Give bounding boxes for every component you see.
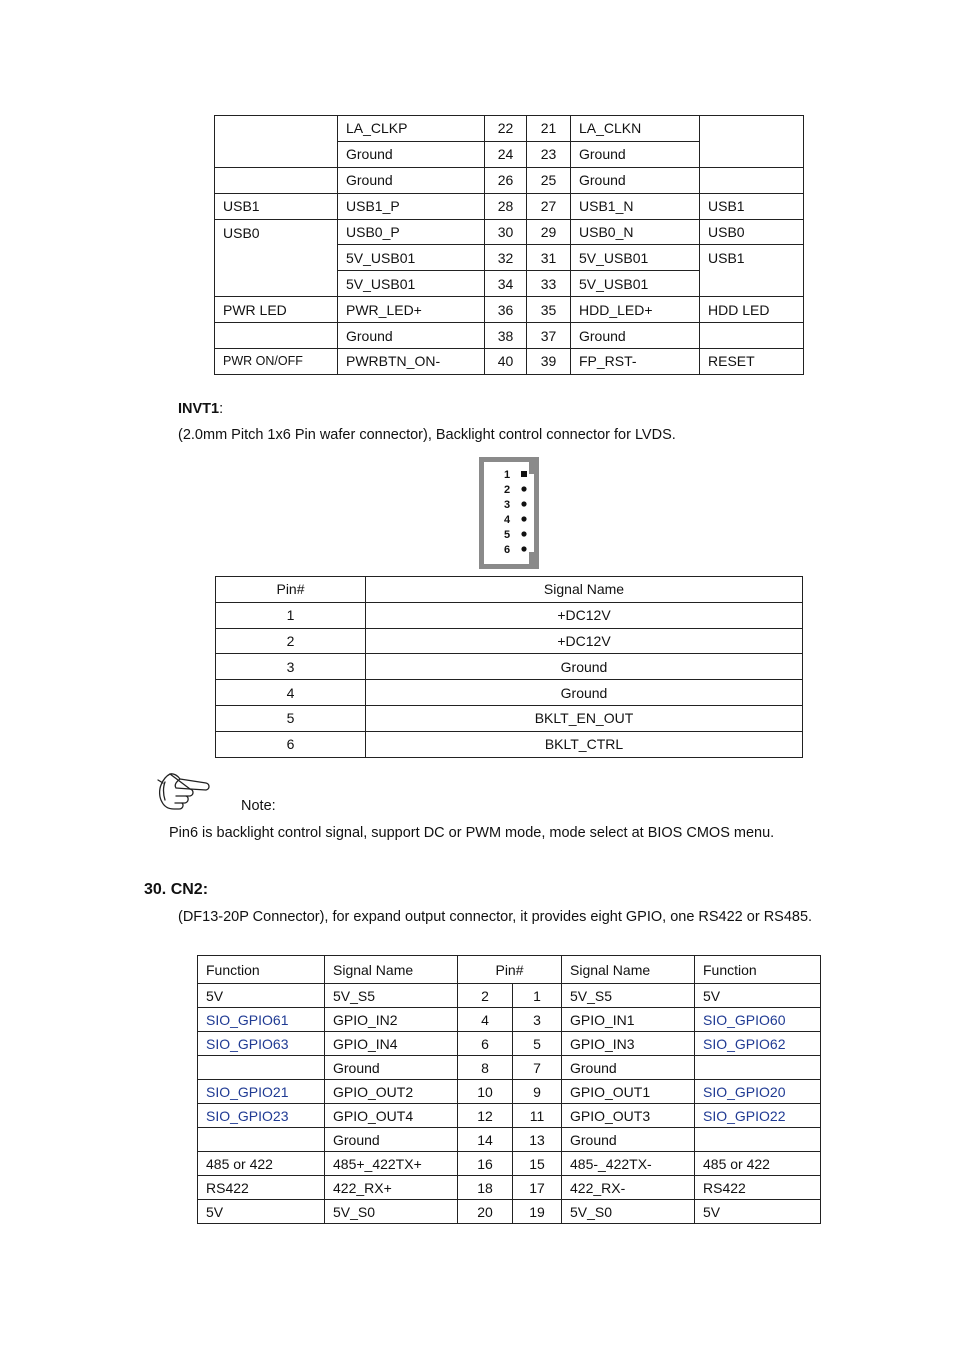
signal-cell: 5V_USB01 (571, 245, 700, 271)
signal-cell: BKLT_CTRL (366, 731, 803, 757)
signal-cell: +DC12V (366, 602, 803, 628)
pin-cell: 36 (485, 297, 527, 323)
pin-cell: 23 (527, 141, 571, 167)
pin-header: Pin# (216, 577, 366, 603)
table-row (215, 349, 804, 375)
signal-cell: GPIO_OUT4 (325, 1104, 458, 1128)
function-header: Function (695, 956, 821, 984)
signal-cell: GPIO_IN2 (325, 1008, 458, 1032)
signal-header: Signal Name (325, 956, 458, 984)
signal-cell: Ground (338, 323, 485, 349)
signal-cell: GPIO_IN1 (562, 1008, 695, 1032)
signal-cell: 5V_USB01 (338, 245, 485, 271)
function-cell: 5V (695, 984, 821, 1008)
signal-cell: 422_RX- (562, 1176, 695, 1200)
pin-cell: 12 (458, 1104, 513, 1128)
signal-cell: 485+_422TX+ (325, 1152, 458, 1176)
pin-cell: 37 (527, 323, 571, 349)
pin-cell: 19 (513, 1200, 562, 1224)
signal-cell: Ground (562, 1056, 695, 1080)
table-row (198, 1032, 821, 1056)
function-cell: SIO_GPIO22 (695, 1104, 821, 1128)
signal-cell: 5V_S5 (325, 984, 458, 1008)
pointing-hand-icon (156, 770, 212, 816)
pin-cell: 13 (513, 1128, 562, 1152)
signal-cell: PWRBTN_ON- (338, 349, 485, 375)
signal-cell: USB1_N (571, 193, 700, 219)
invt1-description: (2.0mm Pitch 1x6 Pin wafer connector), Backlight control connector for LVDS. (178, 427, 676, 443)
signal-cell: USB0_P (338, 219, 485, 245)
signal-cell: HDD_LED+ (571, 297, 700, 323)
signal-cell: 5V_USB01 (571, 271, 700, 297)
signal-cell: GPIO_IN3 (562, 1032, 695, 1056)
pin-cell: 16 (458, 1152, 513, 1176)
pin-cell: 7 (513, 1056, 562, 1080)
table-row (198, 1128, 821, 1152)
function-cell: 485 or 422 (695, 1152, 821, 1176)
function-cell: 5V (695, 1200, 821, 1224)
table-row (215, 116, 804, 142)
signal-cell: LA_CLKP (338, 116, 485, 142)
cn2-heading: 30. CN2: (144, 881, 209, 898)
table-row (216, 628, 803, 654)
function-cell (695, 1128, 821, 1152)
function-cell (700, 167, 804, 193)
function-cell (198, 1128, 325, 1152)
pin-cell: 5 (513, 1032, 562, 1056)
connector-pin-number: 1 (504, 469, 511, 481)
function-cell (700, 116, 804, 168)
function-cell: PWR ON/OFF (215, 349, 338, 375)
signal-cell: Ground (366, 654, 803, 680)
pin-cell: 3 (513, 1008, 562, 1032)
signal-cell: Ground (325, 1128, 458, 1152)
signal-cell: Ground (571, 167, 700, 193)
function-cell: SIO_GPIO21 (198, 1080, 325, 1104)
pin-cell: 26 (485, 167, 527, 193)
pin-cell: 21 (527, 116, 571, 142)
pin-cell: 15 (513, 1152, 562, 1176)
signal-cell: 5V_USB01 (338, 271, 485, 297)
pin-cell: 38 (485, 323, 527, 349)
invt1-heading-text: INVT1 (178, 401, 220, 417)
connector-pin-number: 2 (504, 484, 511, 496)
function-cell: SIO_GPIO62 (695, 1032, 821, 1056)
table-row (215, 219, 804, 245)
pin-cell: 8 (458, 1056, 513, 1080)
cn2-description: (DF13-20P Connector), for expand output connector, it provides eight GPIO, one RS422 or RS485. (178, 909, 813, 925)
function-cell: SIO_GPIO63 (198, 1032, 325, 1056)
signal-cell: GPIO_OUT2 (325, 1080, 458, 1104)
table-header-row (216, 577, 803, 603)
function-cell: PWR LED (215, 297, 338, 323)
signal-cell: GPIO_OUT3 (562, 1104, 695, 1128)
signal-cell: Ground (325, 1056, 458, 1080)
signal-cell: 485-_422TX- (562, 1152, 695, 1176)
pin-1-square-contact (521, 471, 527, 477)
pin-cell: 4 (458, 1008, 513, 1032)
pin-cell: 39 (527, 349, 571, 375)
signal-cell: PWR_LED+ (338, 297, 485, 323)
function-cell: RESET (700, 349, 804, 375)
function-cell: USB1 (215, 193, 338, 219)
cn2-pin-table (197, 955, 821, 1224)
table-row (216, 680, 803, 706)
wafer-connector-diagram (478, 456, 540, 570)
pin-cell: 2 (458, 984, 513, 1008)
table-row (216, 654, 803, 680)
signal-cell: 5V_S0 (562, 1200, 695, 1224)
table-row (215, 193, 804, 219)
pin-cell: 24 (485, 141, 527, 167)
connector-pin-labels (504, 469, 527, 556)
function-cell (198, 1056, 325, 1080)
pin-cell: 31 (527, 245, 571, 271)
pin-cell: 10 (458, 1080, 513, 1104)
function-cell (700, 323, 804, 349)
pin-cell: 40 (485, 349, 527, 375)
function-cell (695, 1056, 821, 1080)
signal-cell: Ground (562, 1128, 695, 1152)
invt1-heading-colon: : (219, 401, 224, 417)
table-row (198, 1200, 821, 1224)
table-row (216, 705, 803, 731)
signal-cell: Ground (571, 141, 700, 167)
function-cell: SIO_GPIO20 (695, 1080, 821, 1104)
function-cell: RS422 (695, 1176, 821, 1200)
function-cell (215, 116, 338, 168)
function-cell: USB0 (700, 219, 804, 245)
function-cell: USB1 (700, 193, 804, 219)
pin-cell: 32 (485, 245, 527, 271)
signal-cell: +DC12V (366, 628, 803, 654)
pin-cell: 17 (513, 1176, 562, 1200)
table-header-row (198, 956, 821, 984)
pin-cell: 29 (527, 219, 571, 245)
signal-cell: 422_RX+ (325, 1176, 458, 1200)
function-header: Function (198, 956, 325, 984)
table-row (216, 731, 803, 757)
pin-cell: 2 (216, 628, 366, 654)
table-row (198, 1008, 821, 1032)
function-cell: 485 or 422 (198, 1152, 325, 1176)
pin-contact-dot (521, 531, 526, 536)
pin-cell: 35 (527, 297, 571, 323)
pin-cell: 4 (216, 680, 366, 706)
pin-cell: 11 (513, 1104, 562, 1128)
signal-header: Signal Name (366, 577, 803, 603)
pin-cell: 25 (527, 167, 571, 193)
function-cell: SIO_GPIO61 (198, 1008, 325, 1032)
function-cell: SIO_GPIO60 (695, 1008, 821, 1032)
note-text: Pin6 is backlight control signal, support DC or PWM mode, mode select at BIOS CMOS menu. (169, 825, 775, 841)
table-row (198, 1104, 821, 1128)
table-row (198, 1056, 821, 1080)
pin-cell: 9 (513, 1080, 562, 1104)
pin-cell: 6 (216, 731, 366, 757)
connector-pin-number: 3 (504, 499, 511, 511)
pin-cell: 6 (458, 1032, 513, 1056)
pin-cell: 5 (216, 705, 366, 731)
function-cell: 5V (198, 984, 325, 1008)
signal-cell: Ground (366, 680, 803, 706)
table-row (215, 167, 804, 193)
signal-cell: LA_CLKN (571, 116, 700, 142)
function-cell: USB1 (700, 245, 804, 297)
table-row (198, 1152, 821, 1176)
pin-cell: 34 (485, 271, 527, 297)
pin-cell: 18 (458, 1176, 513, 1200)
signal-cell: GPIO_OUT1 (562, 1080, 695, 1104)
pin-cell: 28 (485, 193, 527, 219)
table-row (198, 984, 821, 1008)
pin-cell: 14 (458, 1128, 513, 1152)
connector-pin-number: 4 (504, 514, 511, 526)
pin-contact-dot (521, 546, 526, 551)
note-label: Note: (241, 798, 276, 814)
invt1-pin-table (215, 576, 803, 758)
signal-cell: 5V_S0 (325, 1200, 458, 1224)
pin-cell: 1 (513, 984, 562, 1008)
table-row (215, 297, 804, 323)
signal-cell: FP_RST- (571, 349, 700, 375)
pin-header: Pin# (458, 956, 562, 984)
signal-cell: 5V_S5 (562, 984, 695, 1008)
connector-pin-number: 6 (504, 544, 511, 556)
connector-pin-number: 5 (504, 529, 511, 541)
function-cell: 5V (198, 1200, 325, 1224)
function-cell: USB0 (215, 219, 338, 297)
signal-cell: BKLT_EN_OUT (366, 705, 803, 731)
pin-cell: 22 (485, 116, 527, 142)
table-row (198, 1080, 821, 1104)
table-row (216, 602, 803, 628)
signal-cell: Ground (338, 167, 485, 193)
signal-cell: USB1_P (338, 193, 485, 219)
function-cell: HDD LED (700, 297, 804, 323)
pin-cell: 1 (216, 602, 366, 628)
pin-cell: 33 (527, 271, 571, 297)
table-row (198, 1176, 821, 1200)
signal-header: Signal Name (562, 956, 695, 984)
table-row (215, 323, 804, 349)
pin-cell: 30 (485, 219, 527, 245)
function-cell: SIO_GPIO23 (198, 1104, 325, 1128)
cn2-table-body (198, 984, 821, 1224)
pin-cell: 20 (458, 1200, 513, 1224)
function-cell (215, 167, 338, 193)
function-cell: RS422 (198, 1176, 325, 1200)
pin-cell: 27 (527, 193, 571, 219)
function-cell (215, 323, 338, 349)
signal-cell: USB0_N (571, 219, 700, 245)
signal-cell: Ground (338, 141, 485, 167)
pin-contact-dot (521, 486, 526, 491)
signal-cell: GPIO_IN4 (325, 1032, 458, 1056)
invt1-heading (178, 401, 223, 417)
pin-contact-dot (521, 516, 526, 521)
signal-cell: Ground (571, 323, 700, 349)
pin-cell: 3 (216, 654, 366, 680)
pin-contact-dot (521, 501, 526, 506)
front-panel-pin-table (214, 115, 804, 375)
